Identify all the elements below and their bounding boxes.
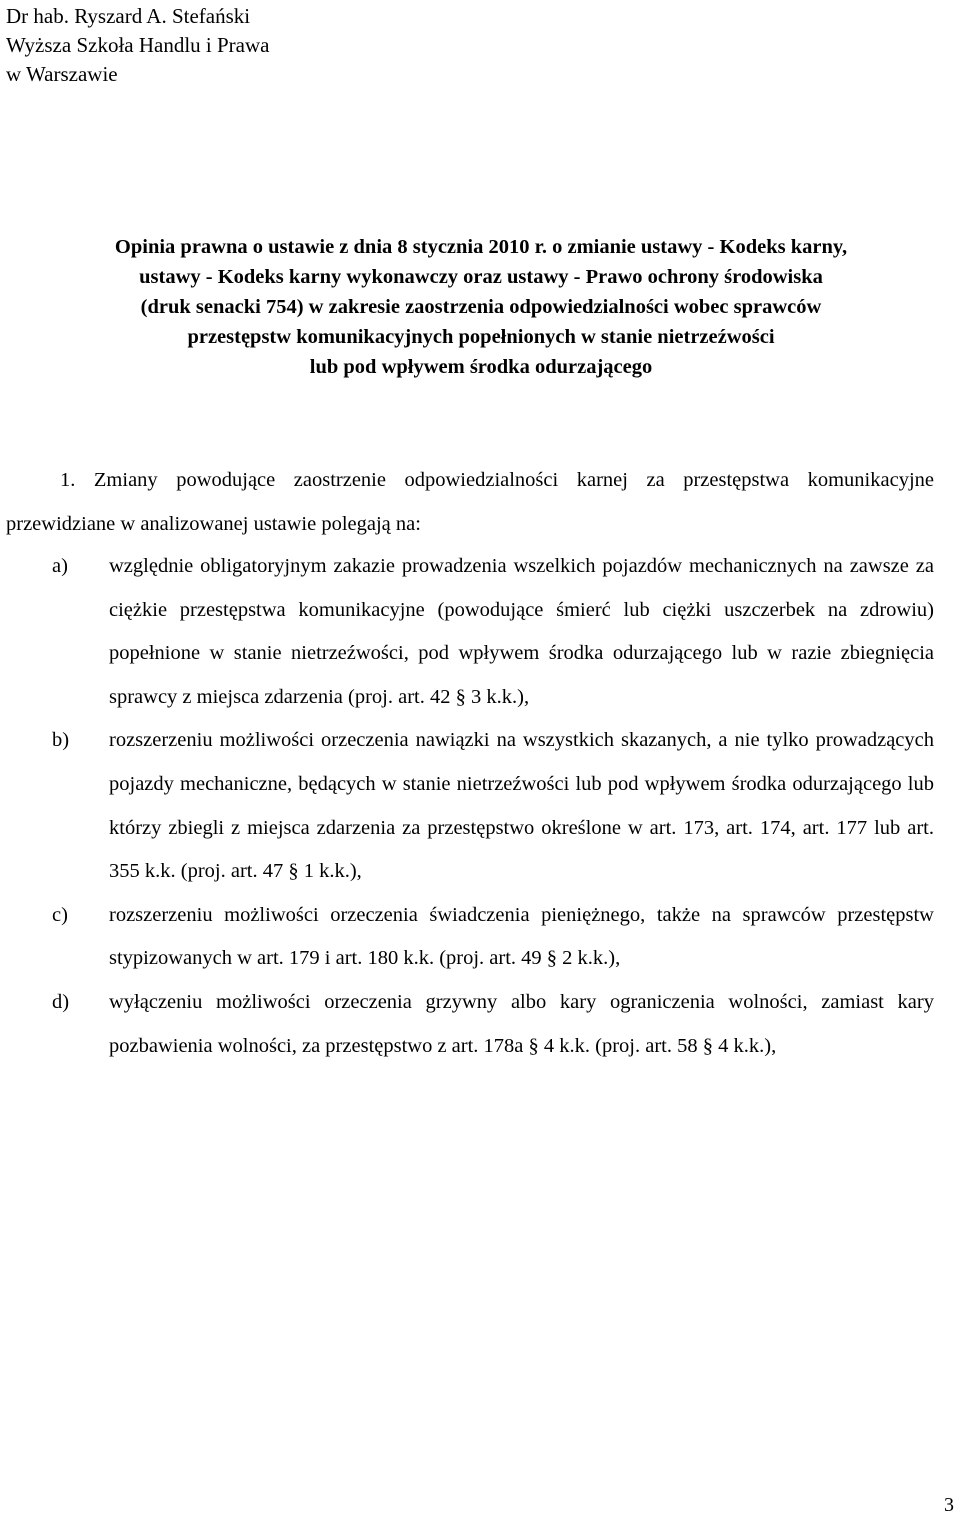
list-item xyxy=(52,894,934,981)
list-item-text: rozszerzeniu możliwości orzeczenia świadczenia pieniężnego, także na sprawców przestępstw stypizowanych w art. 179 i art. 180 k.k. (proj. art. 49 § 2 k.k.), xyxy=(109,903,934,970)
title-line: przestępstw komunikacyjnych popełnionych w stanie nietrzeźwości xyxy=(187,326,775,348)
list-item-text: rozszerzeniu możliwości orzeczenia nawiązki na wszystkich skazanych, a nie tylko prowadzących pojazdy mechaniczne, będących w stanie nietrzeźwości lub pod wpływem środka odurzającego lub którzy zbiegli z miejsca zdarzenia za przestępstwo określone w art. 173, art. 174, art. 177 lub art. 355 k.k. (proj. art. 47 § 1 k.k.), xyxy=(109,729,934,883)
author-institution: Wyższa Szkoła Handlu i Prawa xyxy=(6,33,270,57)
intro-paragraph: 1. Zmiany powodujące zaostrzenie odpowiedzialności karnej za przestępstwa komunikacyjne przewidziane w analizowanej ustawie polegają na: xyxy=(6,469,934,535)
list-item-marker: a) xyxy=(52,555,68,577)
list-item xyxy=(52,719,934,893)
author-block xyxy=(6,2,269,89)
author-city: w Warszawie xyxy=(6,62,118,86)
list-item-marker: d) xyxy=(52,990,70,1013)
amendments-list xyxy=(52,545,934,1068)
author-name: Dr hab. Ryszard A. Stefański xyxy=(6,4,251,28)
list-item xyxy=(52,981,934,1068)
title-line: lub pod wpływem środka odurzającego xyxy=(309,356,653,378)
list-item xyxy=(52,545,934,719)
list-item-text: względnie obligatoryjnym zakazie prowadzenia wszelkich pojazdów mechanicznych na zawsze za ciężkie przestępstwa komunikacyjne (powodujące śmierć lub ciężki uszczerbek na zdrowiu) popełnione w stanie nietrzeźwości, pod wpływem środka odurzającego lub w razie zbiegnięcia sprawcy z miejsca zdarzenia (proj. art. 42 § 3 k.k.), xyxy=(109,555,934,708)
list-item-text: wyłączeniu możliwości orzeczenia grzywny albo kary ograniczenia wolności, zamiast kary pozbawienia wolności, za przestępstwo z art. 178a § 4 k.k. (proj. art. 58 § 4 k.k.), xyxy=(109,990,934,1057)
title-line: ustawy - Kodeks karny wykonawczy oraz ustawy - Prawo ochrony środowiska xyxy=(139,266,823,288)
list-item-marker: b) xyxy=(52,729,70,752)
document-title xyxy=(22,232,940,382)
title-line: (druk senacki 754) w zakresie zaostrzenia odpowiedzialności wobec sprawców xyxy=(140,296,822,318)
title-line: Opinia prawna o ustawie z dnia 8 stycznia 2010 r. o zmianie ustawy - Kodeks karny, xyxy=(114,236,848,258)
page-number: 3 xyxy=(944,1494,954,1516)
list-item-marker: c) xyxy=(52,903,68,926)
